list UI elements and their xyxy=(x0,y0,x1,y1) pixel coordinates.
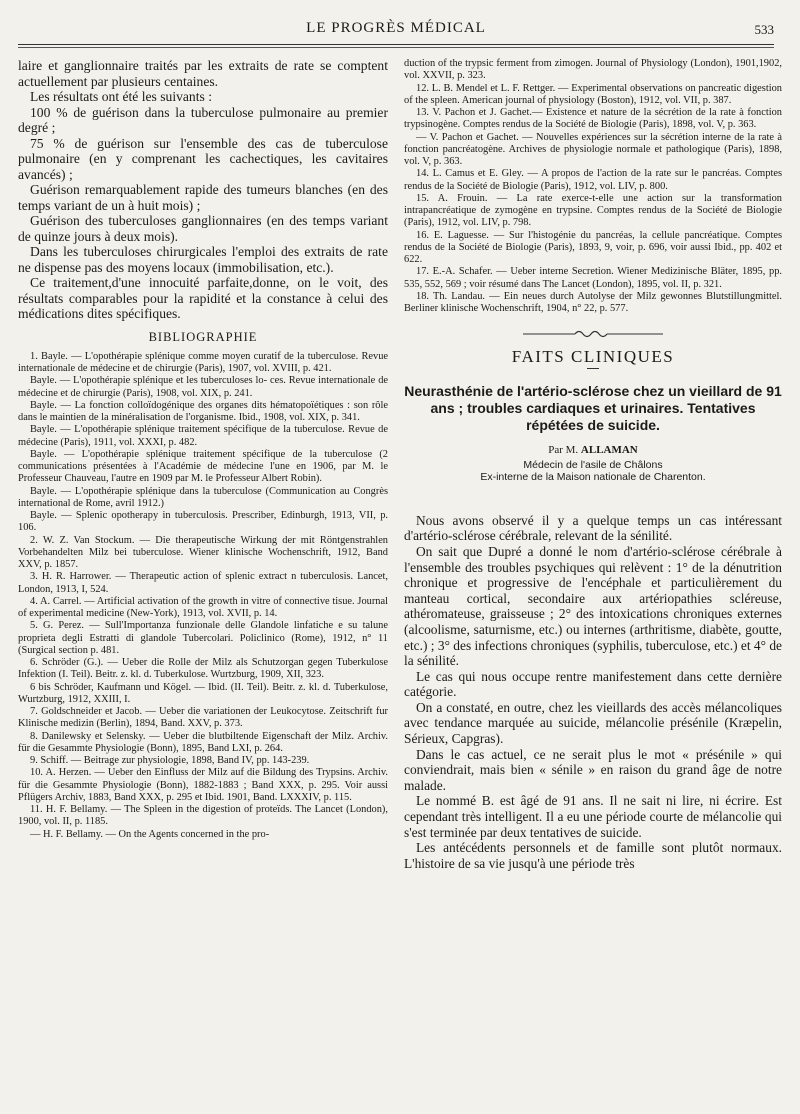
paragraph: Les antécédents personnels et de famille sont plutôt normaux. L'histoire de sa vie jusqu'à une période très xyxy=(404,840,782,871)
bibliography-list-left xyxy=(18,351,388,841)
paragraph: laire et ganglionnaire traités par les extraits de rate se comptent actuellement par plusieurs centaines. xyxy=(18,58,388,89)
article-title: Neurasthénie de l'artério-sclérose chez un vieillard de 91 ans ; troubles cardiaques et urinaires. Tentatives répétées de suicide. xyxy=(404,382,782,433)
intro-text xyxy=(18,58,388,322)
bib-entry: 9. Schiff. — Beitrage zur physiologie, 1898, Band IV, pp. 143-239. xyxy=(30,755,310,766)
bib-entry: Bayle. — L'opothérapie splénique et les tuberculoses lo- ces. Revue internationale de médecine et de chirurgie (Paris), 1908, vol. XIX, p. 241. xyxy=(18,375,388,399)
paragraph: Le cas qui nous occupe rentre manifestement dans cette dernière catégorie. xyxy=(404,668,782,700)
bib-entry: — V. Pachon et Gachet. — Nouvelles expériences sur la sécrétion interne de la rate à fonction pancréatogène. Archives de physiologie normale et pathologique (Paris), 1898, vol. V, p. 363. xyxy=(404,131,782,167)
bibliography-title: BIBLIOGRAPHIE xyxy=(148,329,258,344)
bib-entry: 4. A. Carrel. — Artificial activation of the growth in vitre of connective tisue. Journal of experimental medicine (New-York), 1913, vol. XVII, p. 14. xyxy=(18,595,388,619)
bib-entry: Bayle. — La fonction colloïdogénique des organes dits hématopoïétiques : son rôle dans le maintien de la minéralisation de l'organisme. Ibid., 1908, vol. XIX, p. 341. xyxy=(18,399,388,423)
paragraph: Nous avons observé il y a quelque temps un cas intéressant d'artério-sclérose cérébrale, relevant de la sénilité. xyxy=(404,512,782,544)
bib-entry: 12. L. B. Mendel et L. F. Rettger. — Experimental observations on pancreatic digestion of the spleen. American journal of physiology (Boston), 1912, vol. VII, p. 387. xyxy=(404,82,782,106)
bib-entry: 16. E. Laguesse. — Sur l'histogénie du pancréas, la cellule pancréatique. Comptes rendus de la Société de Biologie (Paris), 1893, 9, voir, p. 696, voir aussi Ibid., pp. 402 et 622. xyxy=(404,229,782,265)
paragraph: Les résultats ont été les suivants : xyxy=(30,89,212,104)
right-column xyxy=(404,58,782,871)
author-name: ALLAMAN xyxy=(580,443,638,456)
bib-entry: 13. V. Pachon et J. Gachet.— Existence et nature de la sécrétion de la rate à fonction trypsinogène. Comptes rendus de la Société de Biologie (Paris), 1898, vol. V, p. 363. xyxy=(404,107,782,131)
paragraph: Dans le cas actuel, ce ne serait plus le mot « présénile » qui conviendrait, mais bien « sénile » en raison du grand âge de notre malade. xyxy=(404,746,782,793)
paragraph: Ce traitement,d'une innocuité parfaite,donne, on le voit, des résultats comparables pour la rapidité et la constance à celui des médications dites spécifiques. xyxy=(18,275,388,321)
header-rule xyxy=(18,44,774,45)
bib-entry: 15. A. Frouin. — La rate exerce-t-elle une action sur la transformation intrapancréatique de zymogène en trypsine. Comptes rendus de la Société de Biologie (Paris), 1912, vol. LIV, p. 798. xyxy=(404,192,782,229)
article-body xyxy=(404,513,782,872)
bib-entry: 11. H. F. Bellamy. — The Spleen in the digestion of proteïds. The Lancet (London), 1900, vol. II, p. 1185. xyxy=(18,804,388,828)
bib-entry: Bayle. — L'opothérapie splénique dans la tuberculose (Communication au Congrès international de Rome, avril 1912.) xyxy=(18,485,388,509)
left-column xyxy=(18,58,388,841)
bib-entry: 18. Th. Landau. — Ein neues durch Autolyse der Milz gewonnes Blutstillungmittel. Berliner klinische Wochenschrift, 1904, n° 22, p. 577. xyxy=(404,290,782,314)
bib-entry: Bayle. — L'opothérapie splénique traitement spécifique de la tuberculose (2 communications présentées à l'Académie de médecine l'une en 1906, par M. le Professeur Chauveau, l'autre en 1909 par M. le Professeur Albert Robin). xyxy=(18,448,388,485)
bib-entry: Bayle. — L'opothérapie splénique traitement spécifique de la tuberculose. Revue de médecine (Paris), 1911, vol. XXXI, p. 482. xyxy=(18,424,388,448)
section-ornament xyxy=(404,327,782,341)
page-number: 533 xyxy=(754,22,774,37)
header-rule-thin xyxy=(18,47,774,48)
ornament-flourish xyxy=(523,327,663,341)
paragraph: Guérison remarquablement rapide des tumeurs blanches (en des temps variant de un à huit mois) ; xyxy=(18,182,388,213)
bib-entry: 1. Bayle. — L'opothérapie splénique comme moyen curatif de la tuberculose. Revue internationale de médecine et de chirurgie (Paris), 1907, vol. XVIII, p. 421. xyxy=(18,350,388,374)
heading-dash xyxy=(587,368,599,369)
paragraph: On a constaté, en outre, chez les vieillards des accès mélancoliques avec tendance marquée au suicide, mélancolie présénile (Kræpelin, Sérieux, Capgras). xyxy=(404,699,782,747)
paragraph: 100 % de guérison dans la tuberculose pulmonaire au premier degré ; xyxy=(18,104,388,135)
author-affiliation-1: Médecin de l'asile de Châlons xyxy=(523,458,663,471)
paragraph: Guérison des tuberculoses ganglionnaires (en des temps variant de quinze jours à deux mois). xyxy=(18,213,388,244)
bib-entry: 8. Danilewsky et Selensky. — Ueber die blutbiltende Eigenschaft der Milz. Archiv. für die Gesammte Physiologie (Bonn), 1895, Band LXI, p. 264. xyxy=(18,730,388,754)
bib-entry: 2. W. Z. Van Stockum. — Die therapeutische Wirkung der mit Röntgenstrahlen Vorbehandelten Milz bei tuberculose. Wiener klinische Wochenschrift, 1912, Band XXV, p. 1857. xyxy=(18,534,388,570)
section-heading: FAITS CLINIQUES xyxy=(511,347,675,367)
bib-entry: Bayle. — Splenic opotherapy in tuberculosis. Prescriber, Edinburgh, 1913, VII, p. 106. xyxy=(18,510,388,534)
bibliography-list-right xyxy=(404,58,782,315)
paragraph: 75 % de guérison sur l'ensemble des cas de tuberculose pulmonaire (en y comprenant les cachectiques, les cavitaires avancés) ; xyxy=(18,135,388,182)
bib-entry: 17. E.-A. Schafer. — Ueber interne Secretion. Wiener Medizinische Bläter, 1895, pp. 535, 552, 569 ; voir résumé dans The Lancet (London), 1895, vol. II, p. 321. xyxy=(404,266,782,290)
paragraph: Dans les tuberculoses chirurgicales l'emploi des extraits de rate ne dispense pas des moyens locaux (immobilisation, etc.). xyxy=(18,244,388,275)
journal-title: LE PROGRÈS MÉDICAL xyxy=(306,20,486,36)
bib-entry: duction of the trypsic ferment from zimogen. Journal of Physiology (London), 1901,1902, vol. XXVII, p. 323. xyxy=(404,58,782,82)
bib-entry: 10. A. Herzen. — Ueber den Einfluss der Milz auf die Bildung des Trypsins. Archiv. für die Gesammte Physiologie (Bonn), 1882-1883 ; Band XXX, p. 295. Voir aussi Pflügers Archiv, 1883, Band XXX, p. 295 et Ibid. 1901, Band. LXXXIV, p. 115. xyxy=(18,767,388,803)
page-header xyxy=(18,20,774,42)
bib-entry: 14. L. Camus et E. Gley. — A propos de l'action de la rate sur le pancréas. Comptes rendus de la Société de Biologie (Paris), 1912, vol. LIV, p. 800. xyxy=(404,168,782,192)
paragraph: Le nommé B. est âgé de 91 ans. Il ne sait ni lire, ni écrire. Est cependant très intelligent. Il a eu une période courte de mélancolie qui s'est terminée par deux tentatives de suicide. xyxy=(404,793,782,840)
paragraph: On sait que Dupré a donné le nom d'artério-sclérose cérébrale à l'ensemble des troubles psychiques qui relèvent : 1° de la dénutrition chronique et progressive de l'encéphale et particulièrement du manteau cortical, secondaire aux artériopathies scléreuse, athéromateuse, graisseuse ; 2° des intoxications chroniques externes (alcoolisme, saturnisme, etc.) ou internes (arthritisme, diabète, goutte, etc.) ; 3° des infections chroniques (syphilis, tuberculose, etc.) et 4° de la sénilité. xyxy=(404,543,782,669)
author-affiliation-2: Ex-interne de la Maison nationale de Charenton. xyxy=(480,470,706,483)
bib-entry: 6 bis Schröder, Kaufmann und Kögel. — Ibid. (II. Teil). Beitr. z. kl. d. Tuberkulose, Wurtzburg, 1912, XXIII, I. xyxy=(18,681,388,705)
byline-prefix: Par M. xyxy=(548,443,579,456)
bib-entry: 5. G. Perez. — Sull'Importanza funzionale delle Glandole linfatiche e su talune proprieta degli Estratti di glandole Tubercolari. Policlinico (Rome), 1912, n° 11 (Surgical section p. 481. xyxy=(18,620,388,656)
bib-entry: 6. Schröder (G.). — Ueber die Rolle der Milz als Schutzorgan gegen Tuberkulose Infektion (I. Teil). Beitr. z. kl. d. Tuberkulose. Wurtzburg, 1909, XII, 323. xyxy=(18,657,388,681)
bib-entry: 7. Goldschneider et Jacob. — Ueber die variationen der Leukocytose. Zeitschrift fur Klinische medizin (Berlin), 1894, Band. XXV, p. 373. xyxy=(18,706,388,730)
bib-entry: — H. F. Bellamy. — On the Agents concerned in the pro- xyxy=(30,828,270,840)
bib-entry: 3. H. R. Harrower. — Therapeutic action of splenic extract n tuberculosis. Lancet, London, 1913, I, 524. xyxy=(18,571,388,595)
byline xyxy=(404,444,782,456)
